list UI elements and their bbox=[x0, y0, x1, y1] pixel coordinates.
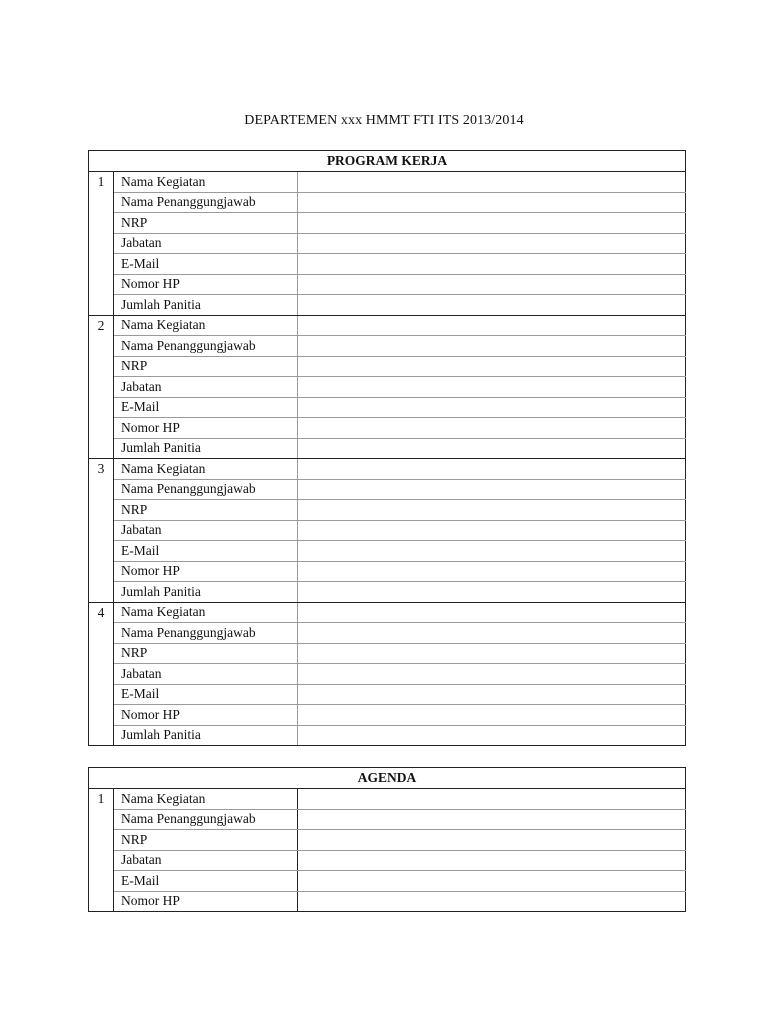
field-label: Nama Kegiatan bbox=[114, 172, 298, 193]
row-number: 1 bbox=[89, 789, 114, 912]
table-row bbox=[89, 500, 686, 521]
field-value-cell[interactable] bbox=[298, 725, 686, 746]
field-label: Nama Penanggungjawab bbox=[114, 192, 298, 213]
table-row bbox=[89, 602, 686, 623]
field-label: NRP bbox=[114, 830, 298, 851]
field-value-cell[interactable] bbox=[298, 459, 686, 480]
field-label: Nomor HP bbox=[114, 418, 298, 439]
field-value-cell[interactable] bbox=[298, 871, 686, 892]
row-number: 3 bbox=[89, 459, 114, 603]
table-row bbox=[89, 377, 686, 398]
field-value-cell[interactable] bbox=[298, 213, 686, 234]
program-kerja-body bbox=[89, 151, 686, 746]
table-row bbox=[89, 213, 686, 234]
table-row bbox=[89, 725, 686, 746]
field-value-cell[interactable] bbox=[298, 172, 686, 193]
field-value-cell[interactable] bbox=[298, 295, 686, 316]
row-number: 4 bbox=[89, 602, 114, 746]
field-value-cell[interactable] bbox=[298, 684, 686, 705]
field-value-cell[interactable] bbox=[298, 643, 686, 664]
field-value-cell[interactable] bbox=[298, 500, 686, 521]
agenda-header: AGENDA bbox=[89, 768, 686, 789]
field-value-cell[interactable] bbox=[298, 254, 686, 275]
table-row bbox=[89, 233, 686, 254]
field-label: Nomor HP bbox=[114, 705, 298, 726]
field-label: Jabatan bbox=[114, 664, 298, 685]
field-label: Nama Kegiatan bbox=[114, 459, 298, 480]
table-row bbox=[89, 192, 686, 213]
field-label: Jabatan bbox=[114, 850, 298, 871]
field-label: Nama Penanggungjawab bbox=[114, 623, 298, 644]
field-label: Nama Penanggungjawab bbox=[114, 809, 298, 830]
field-label: Jumlah Panitia bbox=[114, 582, 298, 603]
field-value-cell[interactable] bbox=[298, 233, 686, 254]
table-row bbox=[89, 438, 686, 459]
table-row bbox=[89, 254, 686, 275]
table-row bbox=[89, 809, 686, 830]
field-value-cell[interactable] bbox=[298, 809, 686, 830]
field-value-cell[interactable] bbox=[298, 336, 686, 357]
row-number: 1 bbox=[89, 172, 114, 316]
field-label: Nomor HP bbox=[114, 891, 298, 912]
table-row bbox=[89, 561, 686, 582]
table-row bbox=[89, 623, 686, 644]
field-label: Nama Penanggungjawab bbox=[114, 336, 298, 357]
field-value-cell[interactable] bbox=[298, 789, 686, 810]
field-label: E-Mail bbox=[114, 541, 298, 562]
field-value-cell[interactable] bbox=[298, 561, 686, 582]
field-label: E-Mail bbox=[114, 397, 298, 418]
table-row bbox=[89, 789, 686, 810]
field-label: NRP bbox=[114, 213, 298, 234]
row-number: 2 bbox=[89, 315, 114, 459]
table-row bbox=[89, 336, 686, 357]
field-label: Jabatan bbox=[114, 233, 298, 254]
table-header-row bbox=[89, 768, 686, 789]
table-row bbox=[89, 664, 686, 685]
field-value-cell[interactable] bbox=[298, 582, 686, 603]
field-label: Jumlah Panitia bbox=[114, 725, 298, 746]
table-row bbox=[89, 397, 686, 418]
field-label: NRP bbox=[114, 356, 298, 377]
field-label: E-Mail bbox=[114, 871, 298, 892]
agenda-body bbox=[89, 768, 686, 912]
table-row bbox=[89, 459, 686, 480]
program-kerja-header: PROGRAM KERJA bbox=[89, 151, 686, 172]
field-value-cell[interactable] bbox=[298, 438, 686, 459]
document-title: DEPARTEMEN xxx HMMT FTI ITS 2013/2014 bbox=[244, 113, 524, 128]
field-label: E-Mail bbox=[114, 684, 298, 705]
table-row bbox=[89, 541, 686, 562]
field-label: Jabatan bbox=[114, 377, 298, 398]
table-header-row bbox=[89, 151, 686, 172]
field-label: Nama Kegiatan bbox=[114, 602, 298, 623]
field-value-cell[interactable] bbox=[298, 192, 686, 213]
table-row bbox=[89, 891, 686, 912]
table-row bbox=[89, 871, 686, 892]
field-label: Nomor HP bbox=[114, 274, 298, 295]
agenda-table bbox=[88, 767, 686, 912]
field-value-cell[interactable] bbox=[298, 520, 686, 541]
field-value-cell[interactable] bbox=[298, 274, 686, 295]
field-label: NRP bbox=[114, 643, 298, 664]
table-row bbox=[89, 850, 686, 871]
field-value-cell[interactable] bbox=[298, 705, 686, 726]
field-value-cell[interactable] bbox=[298, 891, 686, 912]
field-label: NRP bbox=[114, 500, 298, 521]
field-label: E-Mail bbox=[114, 254, 298, 275]
field-label: Nama Kegiatan bbox=[114, 315, 298, 336]
field-value-cell[interactable] bbox=[298, 623, 686, 644]
table-row bbox=[89, 418, 686, 439]
field-value-cell[interactable] bbox=[298, 356, 686, 377]
field-value-cell[interactable] bbox=[298, 315, 686, 336]
table-row bbox=[89, 830, 686, 851]
field-value-cell[interactable] bbox=[298, 418, 686, 439]
table-row bbox=[89, 315, 686, 336]
field-value-cell[interactable] bbox=[298, 664, 686, 685]
table-row bbox=[89, 643, 686, 664]
field-label: Nomor HP bbox=[114, 561, 298, 582]
field-label: Jumlah Panitia bbox=[114, 438, 298, 459]
field-value-cell[interactable] bbox=[298, 541, 686, 562]
program-kerja-table bbox=[88, 150, 686, 746]
table-row bbox=[89, 274, 686, 295]
table-row bbox=[89, 684, 686, 705]
table-row bbox=[89, 172, 686, 193]
table-row bbox=[89, 479, 686, 500]
field-label: Jabatan bbox=[114, 520, 298, 541]
field-label: Nama Penanggungjawab bbox=[114, 479, 298, 500]
table-row bbox=[89, 520, 686, 541]
table-row bbox=[89, 295, 686, 316]
field-value-cell[interactable] bbox=[298, 830, 686, 851]
field-value-cell[interactable] bbox=[298, 397, 686, 418]
field-label: Nama Kegiatan bbox=[114, 789, 298, 810]
field-value-cell[interactable] bbox=[298, 377, 686, 398]
table-row bbox=[89, 705, 686, 726]
table-row bbox=[89, 356, 686, 377]
field-value-cell[interactable] bbox=[298, 479, 686, 500]
field-value-cell[interactable] bbox=[298, 850, 686, 871]
field-label: Jumlah Panitia bbox=[114, 295, 298, 316]
table-row bbox=[89, 582, 686, 603]
field-value-cell[interactable] bbox=[298, 602, 686, 623]
